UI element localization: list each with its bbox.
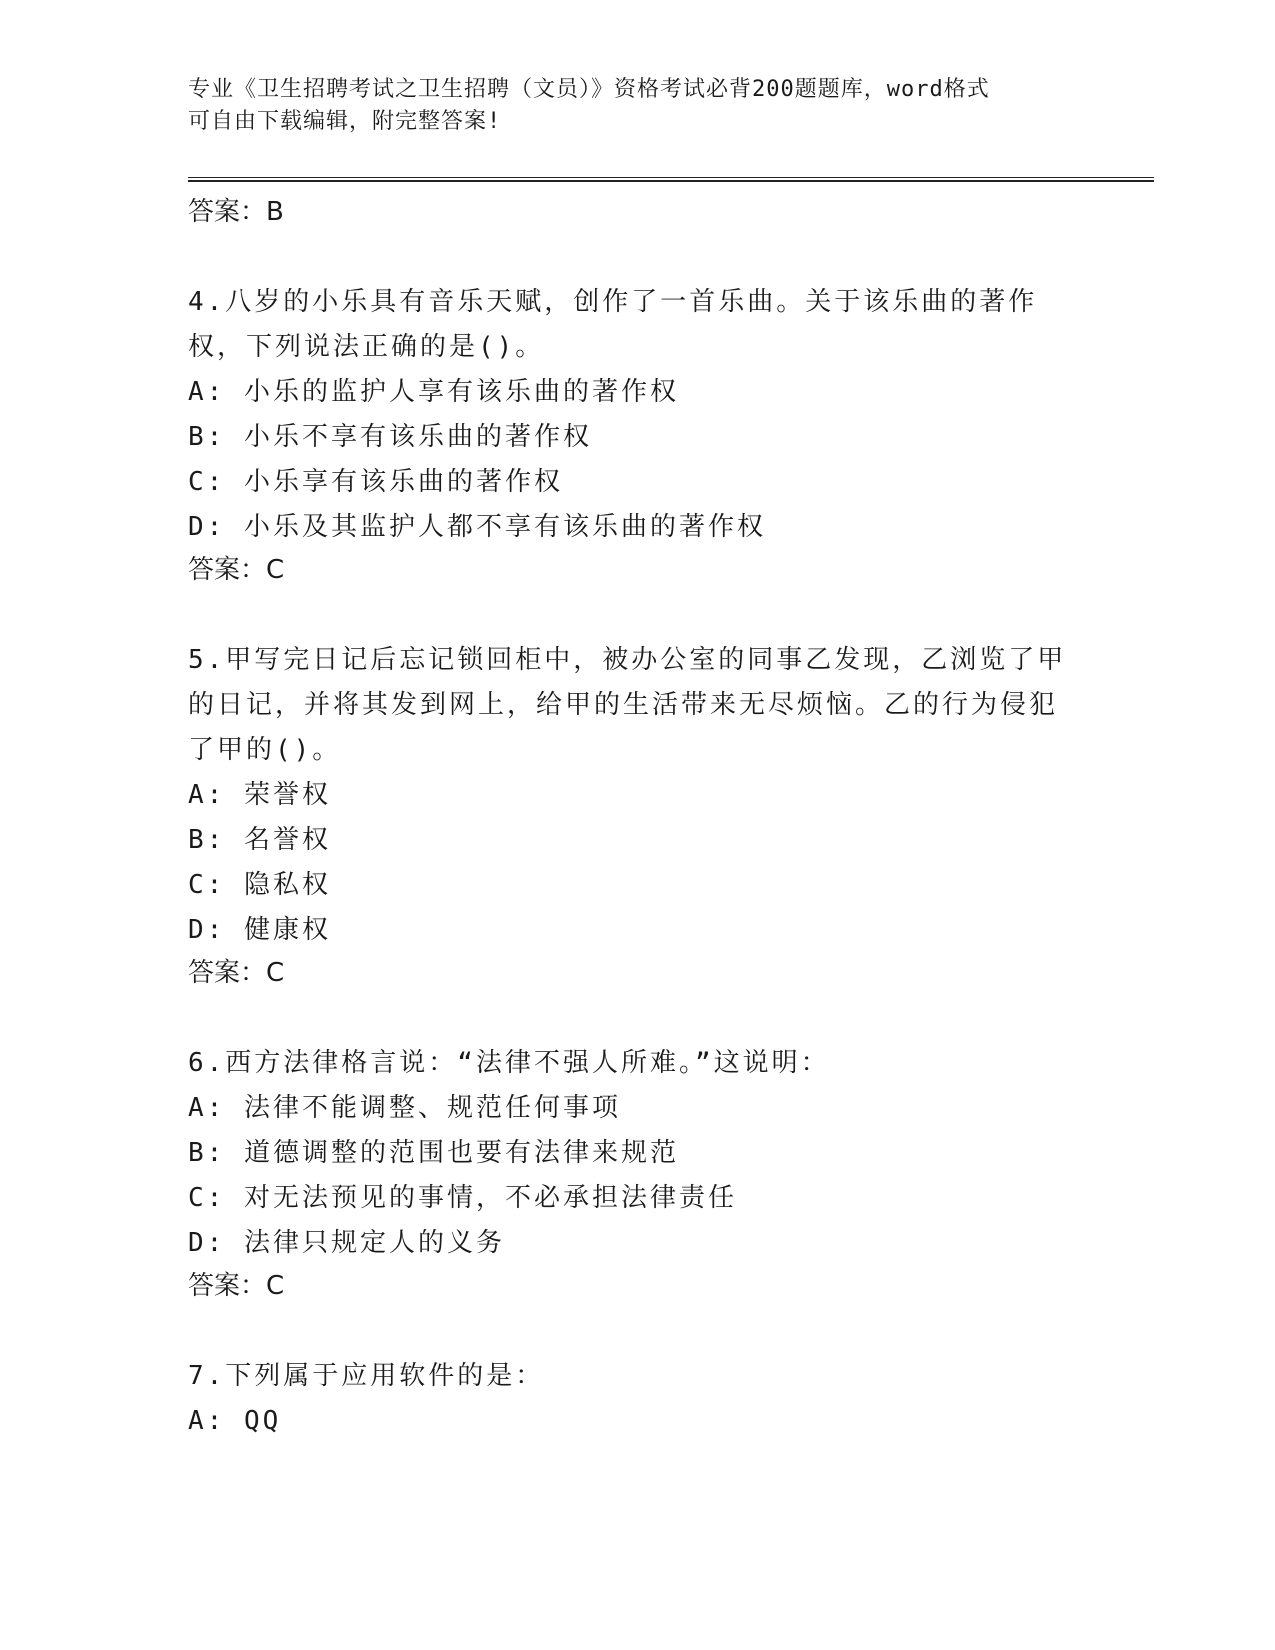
option-c: C: 对无法预见的事情，不必承担法律责任 (188, 1183, 737, 1213)
header-line-2: 可自由下载编辑，附完整答案! (188, 109, 502, 134)
option-a: A: 荣誉权 (188, 780, 331, 810)
question-text: 4.八岁的小乐具有音乐天赋，创作了一首乐曲。关于该乐曲的著作权，下列说法正确的是()。 (188, 287, 1038, 362)
option-d: D: 法律只规定人的义务 (188, 1228, 505, 1258)
option-a: A: 小乐的监护人享有该乐曲的著作权 (188, 377, 679, 407)
spacer (188, 590, 1088, 638)
question-block (188, 280, 1088, 590)
question-text: 5.甲写完日记后忘记锁回柜中，被办公室的同事乙发现，乙浏览了甲的日记，并将其发到网上，给甲的生活带来无尽烦恼。乙的行为侵犯了甲的()。 (188, 645, 1067, 765)
option-b: B: 名誉权 (188, 825, 331, 855)
spacer (188, 993, 1088, 1041)
option-d: D: 健康权 (188, 915, 331, 945)
option-a: A: 法律不能调整、规范任何事项 (188, 1093, 621, 1123)
option-a: A: QQ (188, 1406, 282, 1436)
answer-label: 答案：C (188, 1271, 285, 1301)
option-c: C: 小乐享有该乐曲的著作权 (188, 467, 563, 497)
question-list (188, 192, 1088, 1444)
answer-label: 答案：C (188, 555, 285, 585)
header-divider (188, 177, 1154, 182)
question-text: 6.西方法律格言说：“法律不强人所难。”这说明： (188, 1048, 830, 1078)
question-block (188, 638, 1088, 993)
option-d: D: 小乐及其监护人都不享有该乐曲的著作权 (188, 512, 766, 542)
option-c: C: 隐私权 (188, 870, 331, 900)
question-block (188, 1041, 1088, 1306)
question-text: 7.下列属于应用软件的是： (188, 1361, 545, 1391)
document-header (188, 74, 1068, 138)
header-line-1: 专业《卫生招聘考试之卫生招聘（文员）》资格考试必背200题题库，word格式 (188, 77, 990, 102)
option-b: B: 小乐不享有该乐曲的著作权 (188, 422, 592, 452)
spacer (188, 232, 1088, 280)
answer-label: 答案：B (188, 197, 284, 227)
option-b: B: 道德调整的范围也要有法律来规范 (188, 1138, 679, 1168)
spacer (188, 1306, 1088, 1354)
answer-label: 答案：C (188, 958, 285, 988)
question-block (188, 1354, 1088, 1444)
